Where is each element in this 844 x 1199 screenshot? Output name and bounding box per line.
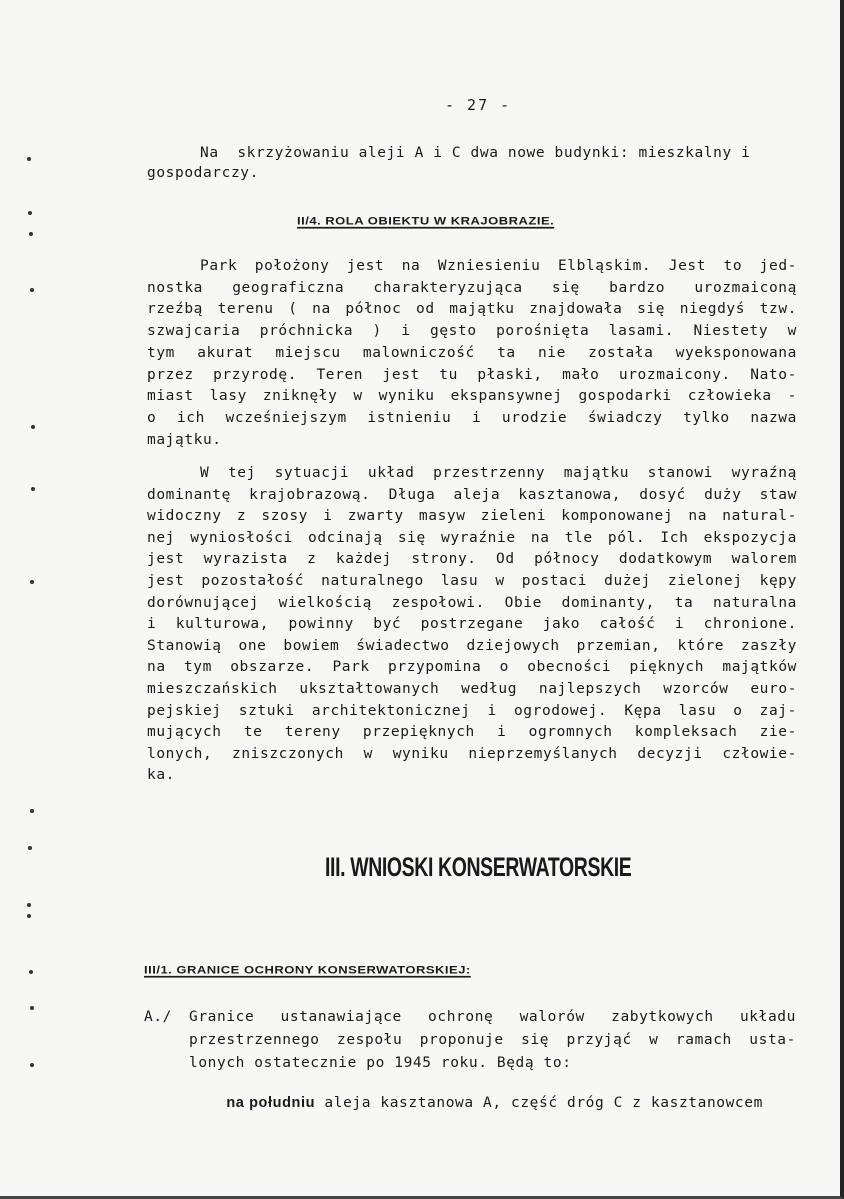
p2-line: nej wyniosłości odcinają się wyraźnie na tle pól. Ich ekspozycja bbox=[147, 529, 797, 546]
p2-line: lonych, zniszczonych w wyniku nieprzemyślanych decyzji człowie- bbox=[147, 745, 797, 762]
p2-line: mujących te tereny przepięknych i ogromnych kompleksach zie- bbox=[147, 724, 797, 741]
p2-line: ka. bbox=[147, 767, 175, 784]
p1-line: rzeźbą terenu ( na północ od majątku znajdowała się niegdyś tzw. bbox=[147, 301, 797, 318]
margin-mark bbox=[30, 1063, 34, 1067]
p2-line: dominantę krajobrazową. Długa aleja kasztanowa, dosyć duży staw bbox=[147, 486, 797, 503]
margin-mark bbox=[31, 487, 35, 491]
margin-mark bbox=[29, 232, 33, 236]
p2-line: jest pozostałość naturalnego lasu w postaci dużej zielonej kępy bbox=[147, 573, 797, 589]
margin-mark bbox=[27, 157, 31, 161]
p1-line: majątku. bbox=[147, 431, 222, 448]
margin-mark bbox=[30, 1006, 34, 1010]
margin-mark bbox=[28, 211, 32, 215]
p1-line: tym akurat miejscu malowniczość ta nie została wyeksponowana bbox=[147, 344, 797, 361]
p2-line: widoczny z szosy i zwarty masyw zieleni komponowanej na natural- bbox=[147, 508, 797, 525]
p2-line: jest wyrazista z każdej strony. Od północy dodatkowym walorem bbox=[147, 551, 797, 568]
p1-line: nostka geograficzna charakteryzująca się bardzo urozmaiconą bbox=[147, 279, 797, 296]
margin-mark bbox=[29, 970, 33, 974]
item-a-last-line bbox=[189, 1079, 763, 1127]
itemA-line: przestrzennego zespołu proponuje się przyjąć w ramach usta- bbox=[189, 1032, 796, 1049]
p2-line: i kulturowa, powinny być postrzegane jako całość i chronione. bbox=[147, 616, 797, 633]
margin-mark bbox=[28, 846, 32, 850]
chapter-heading: III. WNIOSKI KONSERWATORSKIE bbox=[325, 852, 632, 882]
p2-line: mieszczańskich ukształtowanych według najlepszych wzorców euro- bbox=[147, 681, 797, 697]
margin-mark bbox=[27, 914, 31, 918]
p1-line: o ich wcześniejszym istnieniu i urodzie świadczy tylko nazwa bbox=[147, 409, 797, 426]
p2-line: na tym obszarze. Park przypomina o obecności pięknych majątków bbox=[147, 659, 797, 676]
p1-line: miast lasy zniknęły w wyniku ekspansywnej gospodarki człowieka - bbox=[147, 388, 797, 405]
p2-line: W tej sytuacji układ przestrzenny majątku stanowi wyraźną bbox=[200, 465, 797, 481]
p2-line: pejskiej sztuki architektonicznej i ogrodowej. Kępa lasu o zaj- bbox=[147, 702, 797, 719]
item-a-rest: aleja kasztanowa A, część dróg C z kasztanowcem bbox=[315, 1095, 763, 1111]
p1-line: przez przyrodę. Teren jest tu płaski, mało urozmaicony. Nato- bbox=[147, 366, 797, 383]
itemA-line: lonych ostatecznie po 1945 roku. Będą to: bbox=[189, 1055, 572, 1072]
margin-mark bbox=[30, 580, 34, 584]
p1-line: szwajcaria próchnicka ) i gęsto porośnięta lasami. Niestety w bbox=[147, 323, 797, 340]
page-number: - 27 - bbox=[445, 96, 512, 114]
p1-line: Park położony jest na Wzniesieniu Elbląskim. Jest to jed- bbox=[200, 258, 797, 274]
p2-line: dorównującej wielkością zespołowi. Obie dominanty, ta naturalna bbox=[147, 594, 797, 611]
p2-line: Stanowią one bowiem świadectwo dziejowych przemian, które zaszły bbox=[147, 637, 797, 654]
margin-mark bbox=[30, 288, 34, 292]
margin-mark bbox=[31, 425, 35, 429]
intro-line: gospodarczy. bbox=[147, 165, 259, 181]
section-heading: II/4. ROLA OBIEKTU W KRAJOBRAZIE. bbox=[297, 214, 555, 227]
item-a-bold: na południu bbox=[226, 1095, 316, 1111]
margin-mark bbox=[30, 809, 34, 813]
margin-mark bbox=[27, 903, 31, 907]
item-a-marker: A./ bbox=[144, 1009, 172, 1025]
intro-line: Na skrzyżowaniu aleji A i C dwa nowe budynki: mieszkalny i bbox=[200, 145, 751, 161]
itemA-line: Granice ustanawiające ochronę walorów zabytkowych układu bbox=[189, 1009, 796, 1025]
subsection-heading: III/1. GRANICE OCHRONY KONSERWATORSKIEJ: bbox=[144, 963, 471, 976]
